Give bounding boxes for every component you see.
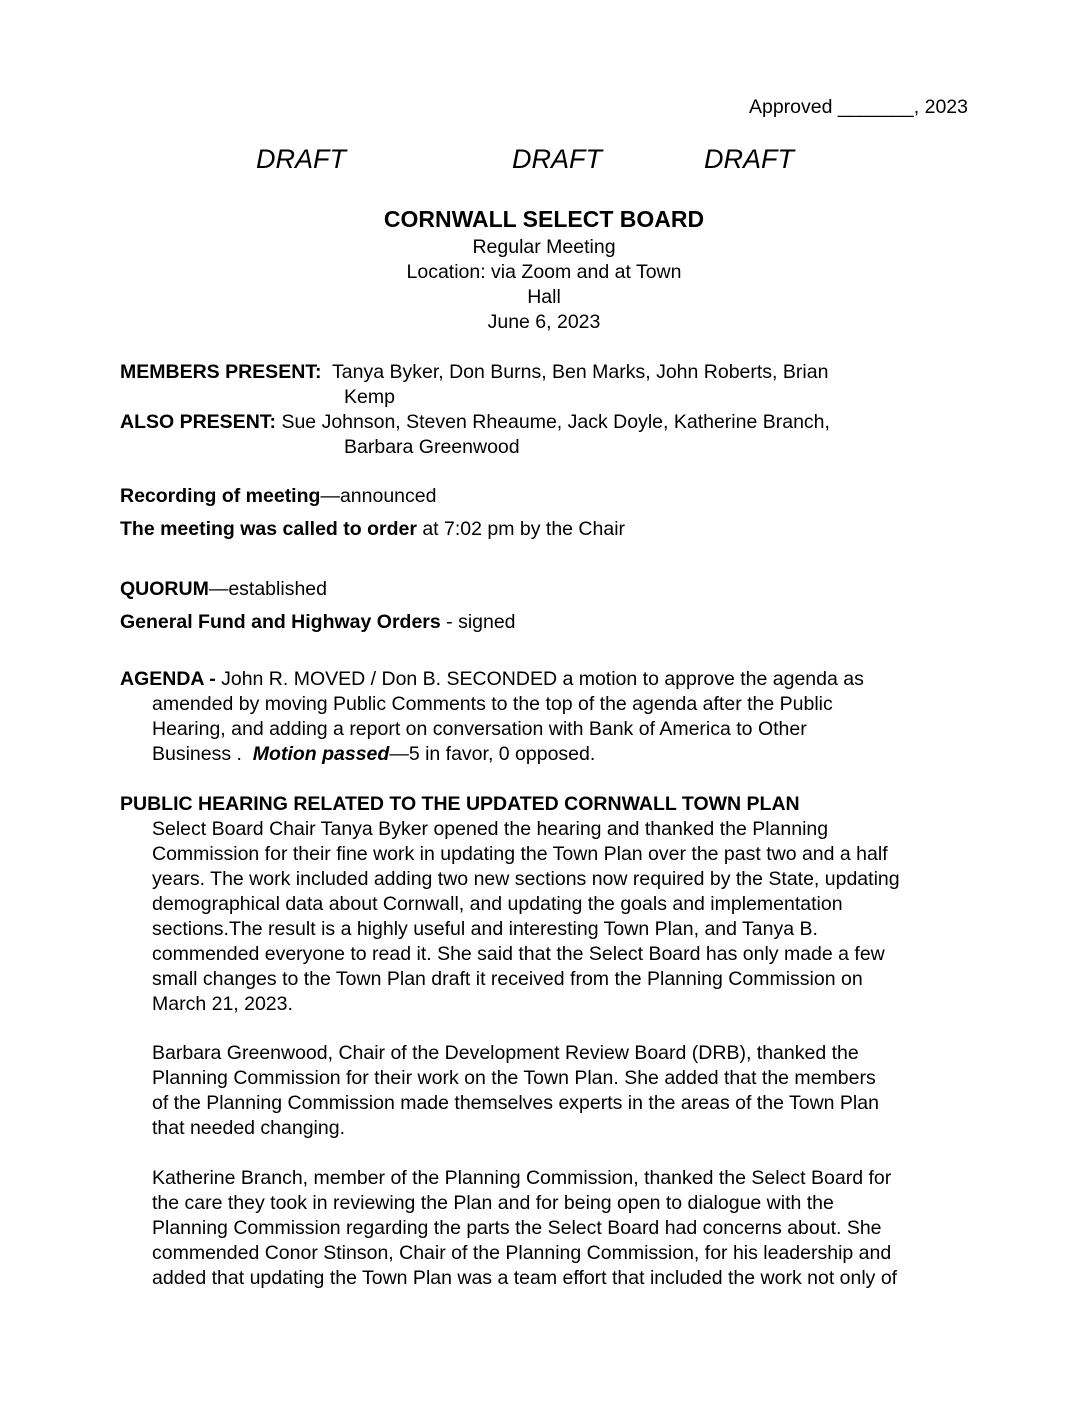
agenda-text: John R. MOVED / Don B. SECONDED a motion to approve the agenda as: [221, 668, 864, 690]
paragraph-line: demographical data about Cornwall, and updating the goals and implementation: [152, 893, 843, 915]
public-hearing-heading: PUBLIC HEARING RELATED TO THE UPDATED CORNWALL TOWN PLAN: [120, 793, 800, 815]
meeting-location-cont: Hall: [527, 286, 561, 308]
paragraph-line: Barbara Greenwood, Chair of the Development Review Board (DRB), thanked the: [152, 1042, 859, 1064]
meeting-type: Regular Meeting: [472, 236, 616, 258]
section-heading: [120, 792, 800, 817]
call-to-order-text: at 7:02 pm by the Chair: [416, 518, 626, 540]
paragraph-line: the care they took in reviewing the Plan and for being open to dialogue with the: [152, 1192, 834, 1214]
approval-line: Approved _______, 2023: [748, 96, 968, 118]
paragraph-line: small changes to the Town Plan draft it received from the Planning Commission on: [152, 968, 863, 990]
recording-label: Recording of meeting: [120, 485, 321, 507]
also-present-line: [120, 410, 830, 435]
members-present-cont: Kemp: [344, 386, 395, 408]
agenda-text-cont: Business .: [152, 743, 253, 765]
motion-passed-label: Motion passed: [252, 743, 390, 765]
meeting-location: Location: via Zoom and at Town: [406, 261, 682, 283]
meeting-date: June 6, 2023: [487, 311, 601, 333]
agenda-motion-line: [152, 742, 595, 767]
paragraph-line: of the Planning Commission made themselves experts in the areas of the Town Plan: [152, 1092, 879, 1114]
call-to-order-line: [120, 517, 625, 542]
paragraph-line: sections.The result is a highly useful and interesting Town Plan, and Tanya B.: [152, 918, 818, 940]
draft-mark: DRAFT: [512, 144, 602, 174]
orders-text: - signed: [440, 611, 516, 633]
quorum-label: QUORUM: [120, 578, 209, 600]
members-present-label: MEMBERS PRESENT:: [120, 361, 322, 383]
also-present-cont: Barbara Greenwood: [344, 436, 520, 458]
paragraph-line: Katherine Branch, member of the Planning Commission, thanked the Select Board for: [152, 1167, 892, 1189]
paragraph-line: Select Board Chair Tanya Byker opened the hearing and thanked the Planning: [152, 818, 829, 840]
recording-text: —announced: [320, 485, 437, 507]
paragraph-line: Commission for their fine work in updating the Town Plan over the past two and a half: [152, 843, 888, 865]
members-present-line: [120, 360, 828, 385]
paragraph-line: Planning Commission regarding the parts the Select Board had concerns about. She: [152, 1217, 882, 1239]
orders-line: [120, 610, 516, 635]
motion-vote: —5 in favor, 0 opposed.: [389, 743, 596, 765]
agenda-text-cont: Hearing, and adding a report on conversation with Bank of America to Other: [152, 718, 807, 740]
draft-mark: DRAFT: [256, 144, 346, 174]
paragraph-line: Planning Commission for their work on the Town Plan. She added that the members: [152, 1067, 876, 1089]
paragraph-line: March 21, 2023.: [152, 993, 293, 1015]
agenda-line: [120, 667, 864, 692]
also-present-names: Sue Johnson, Steven Rheaume, Jack Doyle, Katherine Branch,: [281, 411, 830, 433]
draft-mark: DRAFT: [704, 144, 794, 174]
paragraph-line: commended everyone to read it. She said that the Select Board has only made a few: [152, 943, 885, 965]
quorum-line: [120, 577, 327, 602]
agenda-label: AGENDA -: [120, 668, 222, 690]
orders-label: General Fund and Highway Orders: [120, 611, 441, 633]
paragraph-line: years. The work included adding two new sections now required by the State, updating: [152, 868, 900, 890]
paragraph-line: commended Conor Stinson, Chair of the Planning Commission, for his leadership and: [152, 1242, 892, 1264]
agenda-text-cont: amended by moving Public Comments to the top of the agenda after the Public: [152, 693, 833, 715]
document-title: CORNWALL SELECT BOARD: [383, 206, 705, 232]
call-to-order-label: The meeting was called to order: [120, 518, 417, 540]
paragraph-line: that needed changing.: [152, 1117, 346, 1139]
also-present-label: ALSO PRESENT:: [120, 411, 277, 433]
members-present-names: Tanya Byker, Don Burns, Ben Marks, John Roberts, Brian: [332, 361, 829, 383]
paragraph-line: added that updating the Town Plan was a team effort that included the work not only of: [152, 1267, 898, 1289]
recording-line: [120, 484, 436, 509]
quorum-text: —established: [208, 578, 327, 600]
